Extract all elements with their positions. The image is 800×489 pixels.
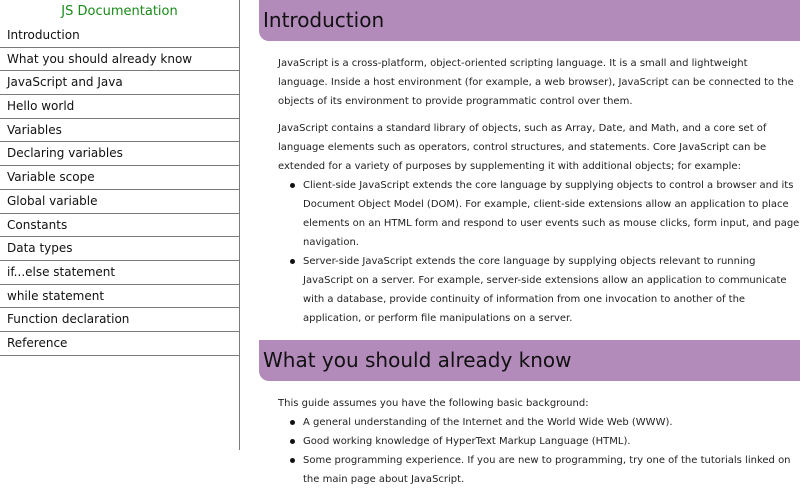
list-item: Some programming experience. If you are new to programming, try one of the tutorials linked on the main page about JavaScript. [303, 451, 800, 489]
section-title-what-you-should-already-know: What you should already know [259, 340, 800, 381]
nav-link-global-variable[interactable]: Global variable [0, 190, 239, 214]
list-item: A general understanding of the Internet and the World Wide Web (WWW). [303, 413, 800, 432]
nav-link-while-statement[interactable]: while statement [0, 285, 239, 309]
nav-link-variables[interactable]: Variables [0, 119, 239, 143]
nav-link-if-else-statement[interactable]: if...else statement [0, 261, 239, 285]
bullet-list [278, 413, 800, 489]
nav-link-function-declaration[interactable]: Function declaration [0, 308, 239, 332]
paragraph: This guide assumes you have the following basic background: [278, 398, 589, 409]
nav-link-declaring-variables[interactable]: Declaring variables [0, 142, 239, 166]
main-content [259, 0, 800, 485]
nav-link-data-types[interactable]: Data types [0, 237, 239, 261]
bullet-list [278, 176, 800, 328]
nav-link-hello-world[interactable]: Hello world [0, 95, 239, 119]
section-introduction [259, 0, 800, 328]
nav-link-javascript-and-java[interactable]: JavaScript and Java [0, 71, 239, 95]
nav-link-variable-scope[interactable]: Variable scope [0, 166, 239, 190]
sidebar-navigation [0, 0, 240, 450]
paragraph: JavaScript contains a standard library of objects, such as Array, Date, and Math, and a core set of language elements such as operators, control structures, and statements. Core JavaScript can be extended for a variety of purposes by supplementing it with additional objects; for example: [278, 123, 767, 172]
nav-link-constants[interactable]: Constants [0, 214, 239, 238]
section-what-you-should-already-know [259, 340, 800, 489]
paragraph: JavaScript is a cross-platform, object-oriented scripting language. It is a small and lightweight language. Inside a host environment (for example, a web browser), JavaScript can be connected to the objects of its environment to provide programmatic control over them. [278, 58, 794, 107]
section-title-introduction: Introduction [259, 0, 800, 41]
list-item: Client-side JavaScript extends the core language by supplying objects to control a browser and its Document Object Model (DOM). For example, client-side extensions allow an application to place elements on an HTML form and respond to user events such as mouse clicks, form input, and page navigation. [303, 176, 800, 252]
nav-link-reference[interactable]: Reference [0, 332, 239, 356]
section-body-what-you-should-already-know [259, 381, 800, 489]
nav-link-what-you-should-already-know[interactable]: What you should already know [0, 48, 239, 72]
list-item: Good working knowledge of HyperText Markup Language (HTML). [303, 432, 800, 451]
nav-link-introduction[interactable]: Introduction [0, 24, 239, 48]
sidebar-header: JS Documentation [61, 4, 178, 19]
list-item: Server-side JavaScript extends the core language by supplying objects relevant to running JavaScript on a server. For example, server-side extensions allow an application to communicate with a database, provide continuity of information from one invocation to another of the application, or perform file manipulations on a server. [303, 252, 800, 328]
section-body-introduction [259, 41, 800, 328]
